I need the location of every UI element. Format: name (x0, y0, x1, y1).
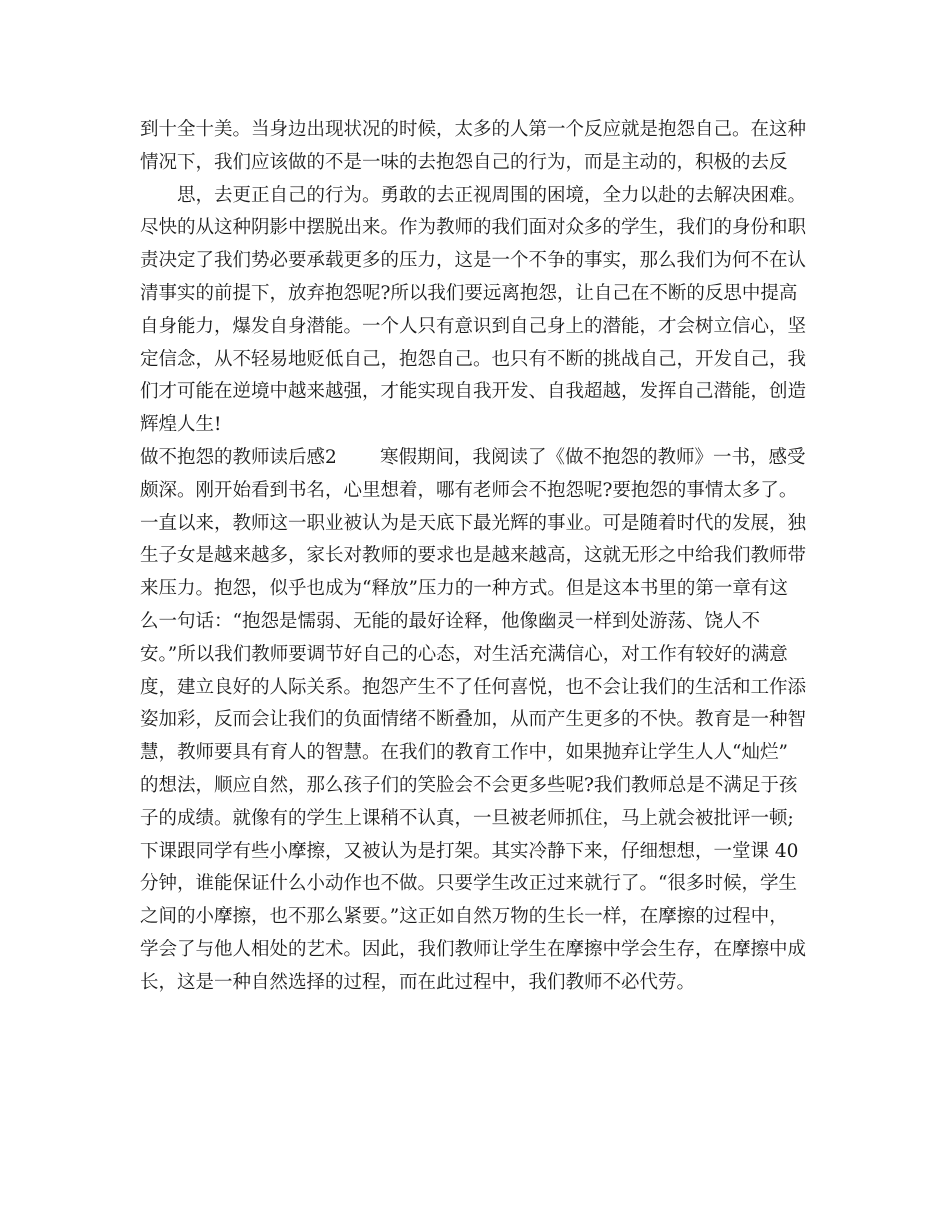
text-line: 情况下，我们应该做的不是一味的去抱怨自己的行为，而是主动的，积极的去反 (140, 151, 788, 173)
text-line: 思，去更正自己的行为。勇敢的去正视周围的困境，全力以赴的去解决困难。 (177, 184, 807, 206)
text-line: 学会了与他人相处的艺术。因此，我们教师让学生在摩擦中学会生存，在摩擦中成 (140, 938, 807, 960)
text-line: 尽快的从这种阴影中摆脱出来。作为教师的我们面对众多的学生，我们的身份和职 (140, 217, 807, 239)
text-line: 们才可能在逆境中越来越强，才能实现自我开发、自我超越，发挥自己潜能，创造 (140, 381, 807, 403)
text-line: 一直以来，教师这一职业被认为是天底下最光辉的事业。可是随着时代的发展，独 (140, 512, 807, 534)
text-line: 颇深。刚开始看到书名，心里想着，哪有老师会不抱怨呢?要抱怨的事情太多了。 (140, 479, 798, 501)
text-line: 下课跟同学有些小摩擦，又被认为是打架。其实冷静下来，仔细想想，一堂课 40 (140, 840, 799, 862)
text-line: 生子女是越来越多，家长对教师的要求也是越来越高，这就无形之中给我们教师带 (140, 545, 807, 567)
text-line: 清事实的前提下，放弃抱怨呢?所以我们要远离抱怨，让自己在不断的反思中提高 (140, 282, 798, 304)
text-line: 责决定了我们势必要承载更多的压力，这是一个不争的事实，那么我们为何不在认 (140, 250, 807, 272)
text-line: 辉煌人生! (140, 414, 222, 436)
text-line: 自身能力，爆发自身潜能。一个人只有意识到自己身上的潜能，才会树立信心，坚 (140, 315, 807, 337)
section-title: 做不抱怨的教师读后感2 (140, 446, 337, 468)
text-line: 慧，教师要具有育人的智慧。在我们的教育工作中，如果抛弃让学生人人“灿烂” (140, 742, 788, 764)
section-heading-line (140, 442, 820, 475)
text-line: 定信念，从不轻易地贬低自己，抱怨自己。也只有不断的挑战自己，开发自己，我 (140, 348, 807, 370)
text-line: 长，这是一种自然选择的过程，而在此过程中，我们教师不必代劳。 (140, 971, 696, 993)
text-line: 么一句话：“抱怨是懦弱、无能的最好诠释，他像幽灵一样到处游荡、饶人不 (140, 610, 760, 632)
text-line: 来压力。抱怨，似乎也成为“释放”压力的一种方式。但是这本书里的第一章有这 (140, 578, 788, 600)
section-first-line: 寒假期间，我阅读了《做不抱怨的教师》一书，感受 (380, 446, 806, 468)
text-line: 安。”所以我们教师要调节好自己的心态，对生活充满信心，对工作有较好的满意 (140, 643, 788, 665)
text-line: 度，建立良好的人际关系。抱怨产生不了任何喜悦，也不会让我们的生活和工作添 (140, 676, 807, 698)
document-body (140, 114, 820, 1000)
text-line: 子的成绩。就像有的学生上课稍不认真，一旦被老师抓住，马上就会被批评一顿; (140, 807, 794, 829)
text-line: 之间的小摩擦，也不那么紧要。”这正如自然万物的生长一样，在摩擦的过程中， (140, 906, 788, 928)
text-line: 的想法，顺应自然，那么孩子们的笑脸会不会更多些呢?我们教师总是不满足于孩 (140, 774, 798, 796)
text-line: 到十全十美。当身边出现状况的时候，太多的人第一个反应就是抱怨自己。在这种 (140, 119, 807, 140)
text-line: 分钟，谁能保证什么小动作也不做。只要学生改正过来就行了。“很多时候，学生 (140, 873, 797, 895)
text-line: 姿加彩，反而会让我们的负面情绪不断叠加，从而产生更多的不快。教育是一种智 (140, 709, 807, 731)
